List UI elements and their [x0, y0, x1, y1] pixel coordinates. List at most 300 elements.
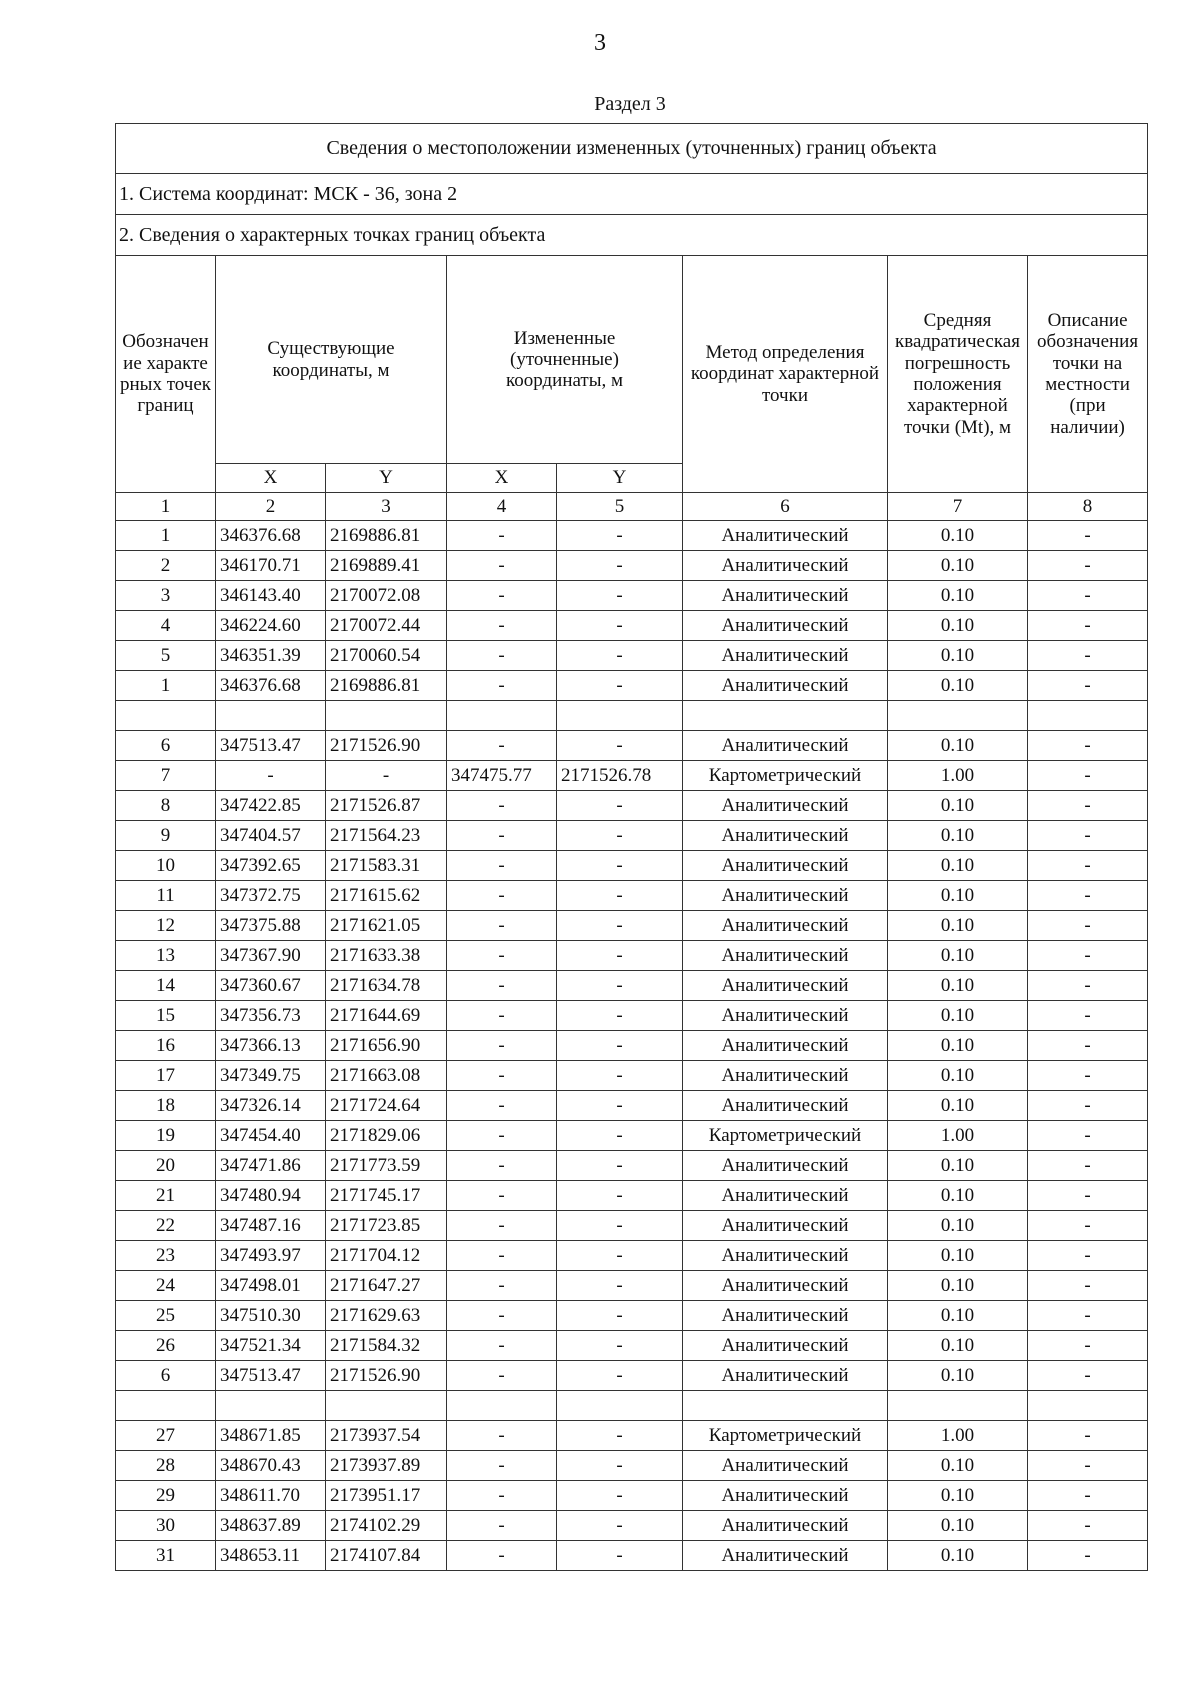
- existing-x-cell: 347375.88: [216, 911, 326, 941]
- existing-x-cell: 346376.68: [216, 521, 326, 551]
- changed-y-cell: -: [557, 611, 683, 641]
- description-cell: -: [1028, 941, 1148, 971]
- changed-x-cell: -: [447, 791, 557, 821]
- description-cell: -: [1028, 551, 1148, 581]
- description-cell: -: [1028, 971, 1148, 1001]
- error-cell: 0.10: [888, 641, 1028, 671]
- error-cell: 0.10: [888, 671, 1028, 701]
- boundary-points-table: [115, 123, 1148, 1571]
- existing-x-cell: 347487.16: [216, 1211, 326, 1241]
- error-cell: 1.00: [888, 1121, 1028, 1151]
- changed-x-cell: -: [447, 1481, 557, 1511]
- method-cell: Аналитический: [683, 881, 888, 911]
- description-cell: -: [1028, 1091, 1148, 1121]
- empty-cell: [888, 1391, 1028, 1421]
- existing-y-cell: 2171584.32: [326, 1331, 447, 1361]
- changed-x-cell: -: [447, 851, 557, 881]
- table-row: [116, 1331, 1148, 1361]
- changed-y-cell: -: [557, 1151, 683, 1181]
- empty-cell: [683, 1391, 888, 1421]
- empty-cell: [216, 701, 326, 731]
- description-cell: -: [1028, 1061, 1148, 1091]
- existing-x-cell: 346351.39: [216, 641, 326, 671]
- column-number: 5: [557, 493, 683, 521]
- changed-y-cell: -: [557, 1001, 683, 1031]
- existing-x-cell: -: [216, 761, 326, 791]
- changed-y-cell: -: [557, 1121, 683, 1151]
- description-cell: -: [1028, 1211, 1148, 1241]
- existing-y-cell: 2171526.90: [326, 1361, 447, 1391]
- method-cell: Аналитический: [683, 1031, 888, 1061]
- table-title: Сведения о местоположении измененных (уточненных) границ объекта: [116, 124, 1148, 174]
- changed-x-cell: -: [447, 1511, 557, 1541]
- empty-cell: [216, 1391, 326, 1421]
- existing-y-cell: 2169886.81: [326, 671, 447, 701]
- description-cell: -: [1028, 1031, 1148, 1061]
- point-number-cell: 24: [116, 1271, 216, 1301]
- changed-x-cell: -: [447, 941, 557, 971]
- existing-y-cell: 2170072.08: [326, 581, 447, 611]
- existing-y-cell: -: [326, 761, 447, 791]
- error-cell: 0.10: [888, 911, 1028, 941]
- changed-x-cell: -: [447, 1091, 557, 1121]
- existing-x-cell: 347392.65: [216, 851, 326, 881]
- table-row: [116, 791, 1148, 821]
- existing-x-cell: 347366.13: [216, 1031, 326, 1061]
- existing-y-cell: 2171773.59: [326, 1151, 447, 1181]
- description-cell: -: [1028, 1181, 1148, 1211]
- error-cell: 0.10: [888, 821, 1028, 851]
- description-cell: -: [1028, 581, 1148, 611]
- changed-x-cell: 347475.77: [447, 761, 557, 791]
- method-cell: Аналитический: [683, 1271, 888, 1301]
- changed-y-cell: -: [557, 821, 683, 851]
- point-number-cell: 30: [116, 1511, 216, 1541]
- changed-y-cell: -: [557, 1181, 683, 1211]
- existing-x-header: X: [216, 464, 326, 493]
- description-cell: -: [1028, 761, 1148, 791]
- existing-y-cell: 2169889.41: [326, 551, 447, 581]
- existing-y-cell: 2174102.29: [326, 1511, 447, 1541]
- method-cell: Аналитический: [683, 791, 888, 821]
- method-cell: Аналитический: [683, 521, 888, 551]
- changed-x-cell: -: [447, 1541, 557, 1571]
- existing-x-cell: 347326.14: [216, 1091, 326, 1121]
- existing-x-cell: 348611.70: [216, 1481, 326, 1511]
- point-number-cell: 19: [116, 1121, 216, 1151]
- changed-x-cell: -: [447, 1151, 557, 1181]
- table-row: [116, 1091, 1148, 1121]
- error-cell: 0.10: [888, 551, 1028, 581]
- description-cell: -: [1028, 1421, 1148, 1451]
- description-cell: -: [1028, 821, 1148, 851]
- changed-y-cell: -: [557, 671, 683, 701]
- existing-x-cell: 348670.43: [216, 1451, 326, 1481]
- changed-y-cell: -: [557, 1511, 683, 1541]
- table-row: [116, 671, 1148, 701]
- existing-x-cell: 347510.30: [216, 1301, 326, 1331]
- changed-y-cell: -: [557, 971, 683, 1001]
- empty-cell: [888, 701, 1028, 731]
- error-cell: 0.10: [888, 1031, 1028, 1061]
- method-cell: Аналитический: [683, 551, 888, 581]
- table-row: [116, 581, 1148, 611]
- changed-x-cell: -: [447, 1271, 557, 1301]
- changed-x-cell: -: [447, 1241, 557, 1271]
- error-cell: 0.10: [888, 1061, 1028, 1091]
- table-row: [116, 1151, 1148, 1181]
- changed-y-cell: -: [557, 551, 683, 581]
- table-row: [116, 641, 1148, 671]
- existing-y-cell: 2173951.17: [326, 1481, 447, 1511]
- table-row: [116, 1241, 1148, 1271]
- changed-y-cell: -: [557, 1451, 683, 1481]
- existing-x-cell: 346143.40: [216, 581, 326, 611]
- method-cell: Аналитический: [683, 1091, 888, 1121]
- method-cell: Картометрический: [683, 1121, 888, 1151]
- changed-y-cell: -: [557, 521, 683, 551]
- method-cell: Аналитический: [683, 851, 888, 881]
- existing-x-cell: 347513.47: [216, 1361, 326, 1391]
- col-method-header: Метод определения координат характерной точки: [683, 256, 888, 493]
- method-cell: Аналитический: [683, 1301, 888, 1331]
- changed-y-cell: -: [557, 731, 683, 761]
- error-cell: 0.10: [888, 971, 1028, 1001]
- existing-x-cell: 347521.34: [216, 1331, 326, 1361]
- method-cell: Аналитический: [683, 1001, 888, 1031]
- point-number-cell: 11: [116, 881, 216, 911]
- changed-x-cell: -: [447, 1301, 557, 1331]
- method-cell: Аналитический: [683, 581, 888, 611]
- point-number-cell: 23: [116, 1241, 216, 1271]
- method-cell: Аналитический: [683, 1151, 888, 1181]
- changed-x-cell: -: [447, 551, 557, 581]
- existing-y-cell: 2170060.54: [326, 641, 447, 671]
- column-number: 7: [888, 493, 1028, 521]
- method-cell: Аналитический: [683, 971, 888, 1001]
- point-number-cell: 2: [116, 551, 216, 581]
- coordinate-system: 1. Система координат: МСК - 36, зона 2: [116, 174, 1148, 215]
- description-cell: -: [1028, 791, 1148, 821]
- changed-x-cell: -: [447, 671, 557, 701]
- existing-y-cell: 2171644.69: [326, 1001, 447, 1031]
- table-row: [116, 731, 1148, 761]
- method-cell: Аналитический: [683, 911, 888, 941]
- method-cell: Аналитический: [683, 1181, 888, 1211]
- method-cell: Аналитический: [683, 611, 888, 641]
- column-number: 1: [116, 493, 216, 521]
- description-cell: -: [1028, 641, 1148, 671]
- table-row: [116, 911, 1148, 941]
- section-label: Раздел 3: [594, 93, 666, 115]
- point-number-cell: 12: [116, 911, 216, 941]
- description-cell: -: [1028, 881, 1148, 911]
- existing-x-cell: 346376.68: [216, 671, 326, 701]
- table-row: [116, 1121, 1148, 1151]
- description-cell: -: [1028, 1361, 1148, 1391]
- method-cell: Аналитический: [683, 1511, 888, 1541]
- error-cell: 0.10: [888, 1271, 1028, 1301]
- table-row: [116, 1061, 1148, 1091]
- error-cell: 1.00: [888, 761, 1028, 791]
- error-cell: 0.10: [888, 1211, 1028, 1241]
- method-cell: Аналитический: [683, 1361, 888, 1391]
- method-cell: Аналитический: [683, 1331, 888, 1361]
- changed-x-cell: -: [447, 911, 557, 941]
- table-row: [116, 1511, 1148, 1541]
- changed-y-cell: 2171526.78: [557, 761, 683, 791]
- point-number-cell: 5: [116, 641, 216, 671]
- method-cell: Аналитический: [683, 941, 888, 971]
- existing-y-cell: 2171633.38: [326, 941, 447, 971]
- existing-y-cell: 2171526.90: [326, 731, 447, 761]
- changed-x-cell: -: [447, 521, 557, 551]
- col-changed-header: Измененные (уточненные) координаты, м: [447, 256, 683, 464]
- method-cell: Аналитический: [683, 1481, 888, 1511]
- table-row: [116, 1541, 1148, 1571]
- description-cell: -: [1028, 851, 1148, 881]
- existing-y-cell: 2171526.87: [326, 791, 447, 821]
- error-cell: 0.10: [888, 1481, 1028, 1511]
- method-cell: Аналитический: [683, 1541, 888, 1571]
- existing-y-cell: 2171583.31: [326, 851, 447, 881]
- description-cell: -: [1028, 1451, 1148, 1481]
- changed-x-cell: -: [447, 1361, 557, 1391]
- existing-x-cell: 348671.85: [216, 1421, 326, 1451]
- point-number-cell: 29: [116, 1481, 216, 1511]
- table-row: [116, 1481, 1148, 1511]
- column-number: 8: [1028, 493, 1148, 521]
- existing-x-cell: 347498.01: [216, 1271, 326, 1301]
- empty-cell: [1028, 1391, 1148, 1421]
- changed-y-cell: -: [557, 941, 683, 971]
- existing-y-cell: 2171647.27: [326, 1271, 447, 1301]
- description-cell: -: [1028, 1121, 1148, 1151]
- error-cell: 0.10: [888, 1301, 1028, 1331]
- existing-y-cell: 2171629.63: [326, 1301, 447, 1331]
- description-cell: -: [1028, 1151, 1148, 1181]
- existing-x-cell: 347480.94: [216, 1181, 326, 1211]
- existing-y-cell: 2171656.90: [326, 1031, 447, 1061]
- existing-y-cell: 2171829.06: [326, 1121, 447, 1151]
- changed-y-cell: -: [557, 1031, 683, 1061]
- table-row: [116, 941, 1148, 971]
- col-description-header: Описание обозначения точки на местности (при наличии): [1028, 256, 1148, 493]
- point-number-cell: 31: [116, 1541, 216, 1571]
- description-cell: -: [1028, 1271, 1148, 1301]
- empty-cell: [557, 701, 683, 731]
- changed-y-cell: -: [557, 1361, 683, 1391]
- changed-y-cell: -: [557, 1091, 683, 1121]
- point-number-cell: 17: [116, 1061, 216, 1091]
- method-cell: Картометрический: [683, 761, 888, 791]
- existing-y-cell: 2171723.85: [326, 1211, 447, 1241]
- description-cell: -: [1028, 521, 1148, 551]
- empty-cell: [116, 1391, 216, 1421]
- changed-x-cell: -: [447, 731, 557, 761]
- description-cell: -: [1028, 911, 1148, 941]
- existing-y-cell: 2171615.62: [326, 881, 447, 911]
- changed-y-cell: -: [557, 1301, 683, 1331]
- table-row: [116, 521, 1148, 551]
- method-cell: Аналитический: [683, 671, 888, 701]
- description-cell: -: [1028, 1301, 1148, 1331]
- table-row: [116, 551, 1148, 581]
- point-number-cell: 15: [116, 1001, 216, 1031]
- table-row: [116, 1421, 1148, 1451]
- point-number-cell: 4: [116, 611, 216, 641]
- error-cell: 0.10: [888, 1511, 1028, 1541]
- points-heading: 2. Сведения о характерных точках границ объекта: [116, 215, 1148, 256]
- error-cell: 0.10: [888, 611, 1028, 641]
- existing-y-cell: 2171564.23: [326, 821, 447, 851]
- changed-y-cell: -: [557, 851, 683, 881]
- error-cell: 0.10: [888, 1091, 1028, 1121]
- existing-x-cell: 346224.60: [216, 611, 326, 641]
- empty-cell: [447, 701, 557, 731]
- description-cell: -: [1028, 1001, 1148, 1031]
- changed-y-cell: -: [557, 1061, 683, 1091]
- changed-x-header: X: [447, 464, 557, 493]
- empty-cell: [326, 701, 447, 731]
- point-number-cell: 1: [116, 671, 216, 701]
- changed-y-cell: -: [557, 1241, 683, 1271]
- existing-y-cell: 2171663.08: [326, 1061, 447, 1091]
- changed-y-cell: -: [557, 1421, 683, 1451]
- point-number-cell: 20: [116, 1151, 216, 1181]
- point-number-cell: 13: [116, 941, 216, 971]
- error-cell: 0.10: [888, 1001, 1028, 1031]
- separator-row: [116, 1391, 1148, 1421]
- table-row: [116, 1451, 1148, 1481]
- method-cell: Аналитический: [683, 1211, 888, 1241]
- method-cell: Картометрический: [683, 1421, 888, 1451]
- existing-y-cell: 2174107.84: [326, 1541, 447, 1571]
- changed-y-cell: -: [557, 581, 683, 611]
- existing-y-header: Y: [326, 464, 447, 493]
- existing-x-cell: 348653.11: [216, 1541, 326, 1571]
- error-cell: 0.10: [888, 1241, 1028, 1271]
- existing-x-cell: 347422.85: [216, 791, 326, 821]
- description-cell: -: [1028, 1331, 1148, 1361]
- description-cell: -: [1028, 731, 1148, 761]
- col-error-header: Средняя квадратическая погрешность положения характерной точки (Mt), м: [888, 256, 1028, 493]
- changed-x-cell: -: [447, 641, 557, 671]
- table-row: [116, 1271, 1148, 1301]
- method-cell: Аналитический: [683, 1451, 888, 1481]
- existing-x-cell: 347367.90: [216, 941, 326, 971]
- error-cell: 0.10: [888, 881, 1028, 911]
- page-number: 3: [594, 30, 606, 56]
- point-number-cell: 26: [116, 1331, 216, 1361]
- empty-cell: [1028, 701, 1148, 731]
- table-row: [116, 1181, 1148, 1211]
- error-cell: 1.00: [888, 1421, 1028, 1451]
- empty-cell: [683, 701, 888, 731]
- column-number: 6: [683, 493, 888, 521]
- changed-x-cell: -: [447, 971, 557, 1001]
- point-number-cell: 27: [116, 1421, 216, 1451]
- point-number-cell: 16: [116, 1031, 216, 1061]
- changed-y-cell: -: [557, 1211, 683, 1241]
- changed-y-cell: -: [557, 1331, 683, 1361]
- changed-x-cell: -: [447, 581, 557, 611]
- error-cell: 0.10: [888, 1361, 1028, 1391]
- empty-cell: [116, 701, 216, 731]
- description-cell: -: [1028, 1481, 1148, 1511]
- existing-x-cell: 348637.89: [216, 1511, 326, 1541]
- empty-cell: [326, 1391, 447, 1421]
- point-number-cell: 7: [116, 761, 216, 791]
- existing-x-cell: 347513.47: [216, 731, 326, 761]
- point-number-cell: 25: [116, 1301, 216, 1331]
- point-number-cell: 14: [116, 971, 216, 1001]
- changed-y-cell: -: [557, 791, 683, 821]
- changed-y-cell: -: [557, 641, 683, 671]
- col-designation-header: Обозначение характерных точек границ: [116, 256, 216, 493]
- changed-y-cell: -: [557, 1271, 683, 1301]
- error-cell: 0.10: [888, 851, 1028, 881]
- method-cell: Аналитический: [683, 1241, 888, 1271]
- existing-y-cell: 2171621.05: [326, 911, 447, 941]
- description-cell: -: [1028, 1241, 1148, 1271]
- existing-x-cell: 347471.86: [216, 1151, 326, 1181]
- point-number-cell: 10: [116, 851, 216, 881]
- method-cell: Аналитический: [683, 731, 888, 761]
- existing-x-cell: 347404.57: [216, 821, 326, 851]
- table-row: [116, 881, 1148, 911]
- existing-x-cell: 347493.97: [216, 1241, 326, 1271]
- table-row: [116, 1361, 1148, 1391]
- existing-y-cell: 2171745.17: [326, 1181, 447, 1211]
- point-number-cell: 28: [116, 1451, 216, 1481]
- table-row: [116, 851, 1148, 881]
- error-cell: 0.10: [888, 1541, 1028, 1571]
- error-cell: 0.10: [888, 1151, 1028, 1181]
- column-number: 2: [216, 493, 326, 521]
- table-row: [116, 1301, 1148, 1331]
- error-cell: 0.10: [888, 521, 1028, 551]
- changed-x-cell: -: [447, 1421, 557, 1451]
- point-number-cell: 21: [116, 1181, 216, 1211]
- error-cell: 0.10: [888, 731, 1028, 761]
- changed-y-cell: -: [557, 1481, 683, 1511]
- error-cell: 0.10: [888, 581, 1028, 611]
- error-cell: 0.10: [888, 1331, 1028, 1361]
- existing-x-cell: 347372.75: [216, 881, 326, 911]
- existing-y-cell: 2171704.12: [326, 1241, 447, 1271]
- existing-y-cell: 2173937.89: [326, 1451, 447, 1481]
- point-number-cell: 6: [116, 1361, 216, 1391]
- error-cell: 0.10: [888, 791, 1028, 821]
- changed-x-cell: -: [447, 1331, 557, 1361]
- changed-x-cell: -: [447, 1121, 557, 1151]
- empty-cell: [447, 1391, 557, 1421]
- existing-x-cell: 346170.71: [216, 551, 326, 581]
- column-number: 3: [326, 493, 447, 521]
- table-row: [116, 1031, 1148, 1061]
- table-row: [116, 971, 1148, 1001]
- changed-y-header: Y: [557, 464, 683, 493]
- method-cell: Аналитический: [683, 1061, 888, 1091]
- existing-x-cell: 347454.40: [216, 1121, 326, 1151]
- table-row: [116, 1001, 1148, 1031]
- table-row: [116, 611, 1148, 641]
- existing-x-cell: 347360.67: [216, 971, 326, 1001]
- existing-x-cell: 347356.73: [216, 1001, 326, 1031]
- description-cell: -: [1028, 671, 1148, 701]
- table-row: [116, 761, 1148, 791]
